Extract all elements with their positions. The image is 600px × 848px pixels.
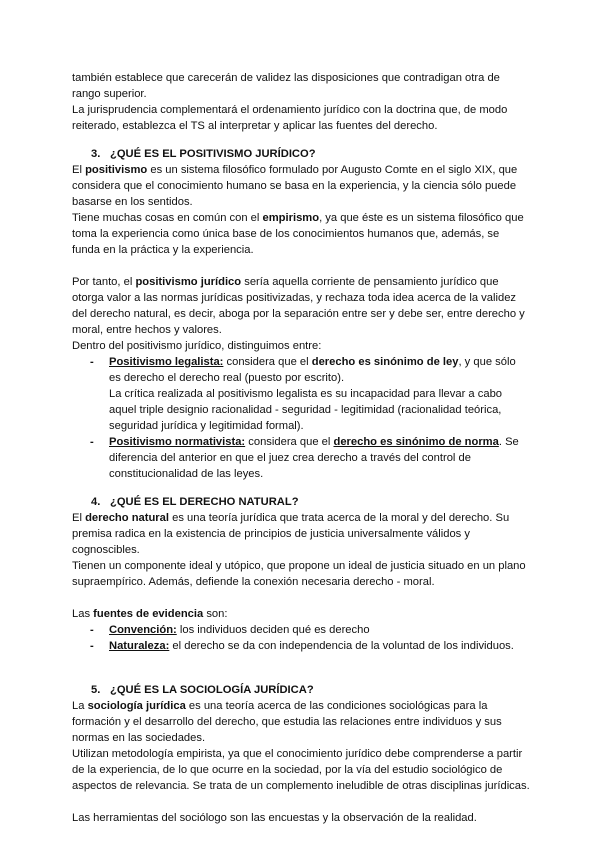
positivismo-term: positivismo (85, 164, 148, 176)
list-item-naturaleza: - Naturaleza: el derecho se da con independencia de la voluntad de los individuos. (72, 638, 530, 654)
section-3-heading (72, 146, 530, 162)
positivismo-juridico-paragraph: Por tanto, el positivismo jurídico sería aquella corriente de pensamiento jurídico que otorga valor a las normas jurídicas positivizadas, y rechaza toda idea acerca de la validez del derecho natural, es decir, aboga por la separación entre ser y debe ser, entre derecho y moral, entre hechos y valores. (72, 276, 525, 336)
section-5-number: 5. (91, 684, 101, 696)
legalista-term: Positivismo legalista: (109, 356, 224, 368)
section-4-heading (72, 494, 530, 510)
fuentes-list (72, 622, 530, 654)
ley-term: derecho es sinónimo de ley (311, 356, 459, 368)
section-4-number: 4. (91, 496, 101, 508)
sociologia-term: sociología jurídica (87, 700, 186, 712)
section-4-title: ¿QUÉ ES EL DERECHO NATURAL? (110, 496, 299, 508)
intro-paragraph-2: La jurisprudencia complementará el ordenamiento jurídico con la doctrina que, de modo reiterado, establezca el TS al interpretar y aplicar las fuentes del derecho. (72, 104, 508, 132)
section-3-title: ¿QUÉ ES EL POSITIVISMO JURÍDICO? (110, 148, 316, 160)
metodologia-paragraph: Utilizan metodología empirista, ya que el conocimiento jurídico debe comprenderse a partir de la experiencia, de lo que ocurre en la sociedad, por la vía del estudio sociológico de aspectos de relevancia. Se trata de un complemento ineludible de otras disciplinas jurídicas. (72, 748, 530, 792)
fuentes-term: fuentes de evidencia (93, 608, 204, 620)
naturaleza-term: Naturaleza: (109, 640, 170, 652)
list-item-legalista: - Positivismo legalista: considera que el derecho es sinónimo de ley, y que sólo es derecho el derecho real (puesto por escrito). La crítica realizada al positivismo legalista es su incapacidad para llevar a cabo aquel triple designio racionalidad - seguridad - legitimidad (racionalidad teórica, seguridad jurídica y legitimidad formal). (72, 354, 530, 434)
positivismo-juridico-term: positivismo jurídico (135, 276, 242, 288)
componente-paragraph: Tienen un componente ideal y utópico, que propone un ideal de justicia situado en un plano supraempírico. Además, defiende la conexión necesaria derecho - moral. (72, 560, 526, 588)
section-3-number: 3. (91, 148, 101, 160)
legalista-critique: La crítica realizada al positivismo legalista es su incapacidad para llevar a cabo aquel triple designio racionalidad - seguridad - legitimidad (racionalidad teórica, seguridad jurídica y legitimidad formal). (109, 388, 503, 432)
empirismo-term: empirismo (262, 212, 320, 224)
norma-term: derecho es sinónimo de norma (333, 436, 499, 448)
section-5-heading (72, 682, 530, 698)
derecho-natural-paragraph: El derecho natural es una teoría jurídica que trata acerca de la moral y del derecho. Su premisa radica en la existencia de principios de justicia universalmente válidos y cognoscibles. (72, 512, 510, 556)
herramientas-paragraph: Las herramientas del sociólogo son las encuestas y la observación de la realidad. (72, 812, 477, 824)
intro-paragraph-1: también establece que carecerán de validez las disposiciones que contradigan otra de rango superior. (72, 72, 500, 100)
document-page (72, 70, 530, 826)
sociologia-paragraph: La sociología jurídica es una teoría acerca de las condiciones sociológicas para la formación y el desarrollo del derecho, que estudia las relaciones entre individuos y sus normas en las sociedades. (72, 700, 502, 744)
positivismo-list (72, 354, 530, 482)
section-5-title: ¿QUÉ ES LA SOCIOLOGÍA JURÍDICA? (110, 684, 314, 696)
list-item-normativista: - Positivismo normativista: considera que el derecho es sinónimo de norma. Se diferencia del anterior en que el juez crea derecho a través del control de constitucionalidad de las leyes. (72, 434, 530, 482)
positivismo-paragraph: El positivismo es un sistema filosófico formulado por Augusto Comte en el siglo XIX, que considera que el conocimiento humano se basa en la experiencia, y la ciencia sólo puede basarse en los sentidos. (72, 164, 518, 208)
derecho-natural-term: derecho natural (85, 512, 169, 524)
distinguimos-paragraph: Dentro del positivismo jurídico, distinguimos entre: (72, 340, 322, 352)
normativista-term: Positivismo normativista: (109, 436, 246, 448)
fuentes-paragraph: Las fuentes de evidencia son: (72, 608, 228, 620)
list-item-convencion: - Convención: los individuos deciden qué es derecho (72, 622, 530, 638)
convencion-term: Convención: (109, 624, 177, 636)
empirismo-paragraph: Tiene muchas cosas en común con el empirismo, ya que éste es un sistema filosófico que toma la experiencia como única base de los conocimientos humanos que, además, se funda en la práctica y la experiencia. (72, 212, 524, 256)
